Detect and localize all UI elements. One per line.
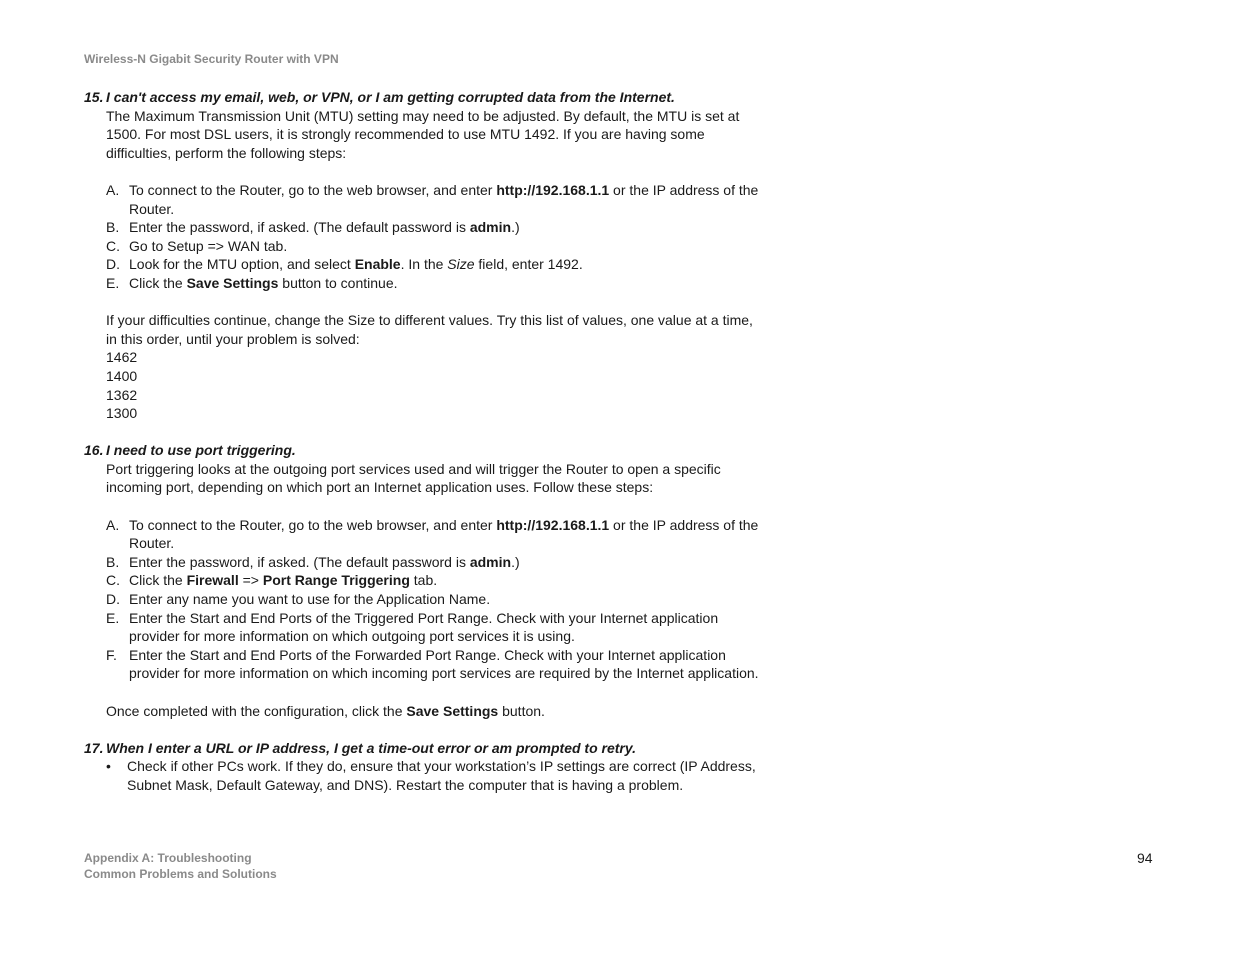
text-run: button to continue. [278,274,398,291]
paragraph: If your difficulties continue, change the Size to different values. Try this list of values, one value at a time, in this order, until your problem is solved: [106,312,753,347]
step-item [106,590,764,609]
question-heading [84,739,764,758]
text-run: Once completed with the configuration, click the [106,702,407,719]
paragraph: The Maximum Transmission Unit (MTU) setting may need to be adjusted. By default, the MTU is set at 1500. For most DSL users, it is strongly recommended to use MTU 1492. If you are having some difficulties, perform the following steps: [106,107,740,161]
question-number: 15. [84,89,104,105]
faq-item-16 [84,441,764,739]
step-letter: E. [106,274,120,291]
question-number: 16. [84,442,104,459]
step-item [106,255,764,274]
step-item [106,181,764,218]
faq-item-17 [84,739,764,795]
step-item [106,609,764,646]
text-run: . In the [400,256,448,273]
page-number: 94 [1137,850,1153,866]
step-item [106,646,764,683]
bold-text: Port Range Triggering [262,572,410,589]
step-item [106,218,764,237]
text-run: Enter the password, if asked. (The default password is [129,553,470,570]
step-letter: B. [106,553,120,570]
step-item [106,571,764,590]
step-item [106,553,764,572]
text-run: Look for the MTU option, and select [129,256,355,273]
step-letter: C. [106,572,120,589]
footer-line-2: Common Problems and Solutions [84,867,277,881]
bold-text: Save Settings [406,702,499,719]
bold-text: Enable [354,256,401,273]
question-heading [84,88,764,107]
faq-item-15 [84,88,764,441]
question-title: I need to use port triggering. [106,442,296,459]
text-run: Enter the Start and End Ports of the Forwarded Port Range. Check with your Internet application provider for more information on which incoming port services are required by the Internet application. [129,646,759,682]
text-run: .) [511,219,520,236]
bullet-item [106,757,764,794]
running-header: Wireless-N Gigabit Security Router with VPN [84,52,339,66]
step-letter: E. [106,609,120,626]
question-heading [84,441,764,460]
text-run: Click the [129,274,187,291]
text-run: or the IP address of the Router. [129,181,759,217]
bold-text: Save Settings [186,274,279,291]
page-content [84,88,764,795]
mtu-value: 1300 [106,405,138,422]
paragraph [106,702,764,721]
footer-line-1: Appendix A: Troubleshooting [84,851,252,865]
text-run: Click the [129,572,187,589]
step-letter: A. [106,516,120,533]
bold-text: admin [469,219,512,236]
text-run: To connect to the Router, go to the web browser, and enter [129,516,497,533]
text-run: Enter any name you want to use for the Application Name. [129,591,491,608]
question-title: I can't access my email, web, or VPN, or I am getting corrupted data from the Internet. [106,89,675,105]
steps-list [106,516,764,683]
footer [84,850,277,882]
text-run: To connect to the Router, go to the web browser, and enter [129,181,497,198]
mtu-value: 1362 [106,386,138,403]
text-run: Go to Setup => WAN tab. [129,237,288,254]
step-letter: F. [106,646,117,663]
text-run: .) [511,553,520,570]
text-run: tab. [409,572,438,589]
text-run: => [238,572,263,589]
mtu-value: 1462 [106,349,138,366]
bullet-symbol: • [106,758,111,775]
text-run: button. [498,702,545,719]
step-letter: D. [106,256,120,273]
text-run: field, enter 1492. [474,256,583,273]
text-run: Enter the Start and End Ports of the Triggered Port Range. Check with your Internet application provider for more information on which outgoing port services it is using. [129,609,719,645]
step-letter: C. [106,237,120,254]
bullet-text: Check if other PCs work. If they do, ensure that your workstation’s IP settings are correct (IP Address, Subnet Mask, Default Gateway, and DNS). Restart the computer that is having a problem. [127,758,756,793]
question-title: When I enter a URL or IP address, I get a time-out error or am prompted to retry. [106,739,637,756]
step-letter: B. [106,219,120,236]
paragraph: Port triggering looks at the outgoing port services used and will trigger the Router to open a specific incoming port, depending on which port an Internet application uses. Follow these steps: [106,460,721,496]
bold-text: http://192.168.1.1 [496,516,610,533]
text-run: or the IP address of the Router. [129,516,759,552]
step-item [106,237,764,256]
step-letter: A. [106,181,120,198]
bold-text: http://192.168.1.1 [496,181,610,198]
bold-text: admin [469,553,512,570]
mtu-value: 1400 [106,367,138,384]
step-letter: D. [106,591,120,608]
bold-text: Firewall [186,572,239,589]
text-run: Enter the password, if asked. (The default password is [129,219,470,236]
steps-list [106,181,764,293]
question-number: 17. [84,739,104,756]
italic-text: Size [447,256,475,273]
step-item [106,516,764,553]
step-item [106,274,764,293]
mtu-values-list [106,348,764,422]
